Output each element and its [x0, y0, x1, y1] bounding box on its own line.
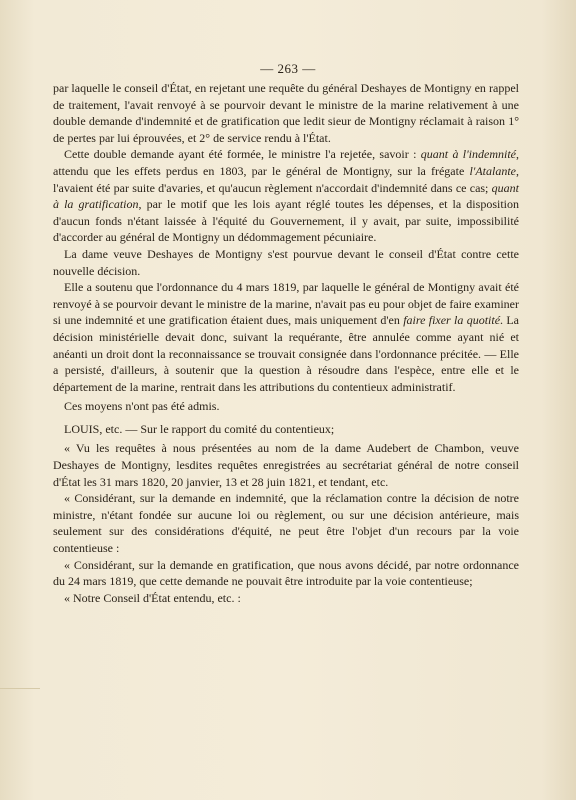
- text-run: « Notre Conseil d'État entendu, etc. :: [64, 590, 241, 605]
- text-run: , par le motif que les lois ayant réglé toutes les dépenses, et la disposition d'aucun fonds n'étant laissée à l'équité du Gouvernement, il y avait, par suite, impossibilité d'accorder au général de Montigny un dédommagement pécuniaire.: [53, 197, 519, 245]
- text-run: « Considérant, sur la demande en indemnité, que la réclamation contre la décision de notre ministre, n'étant fondée sur aucune loi ou règlement, ou sur une décision antérieure, mais seulement sur des considérations d'équité, ne peut être l'objet d'un recours par la voie contentieuse :: [53, 491, 519, 556]
- text-run: La dame veuve Deshayes de Montigny s'est pourvue devant le conseil d'État contre cette nouvelle décision.: [53, 246, 519, 278]
- paragraph: [53, 440, 519, 490]
- text-run: , attendu que les effets perdus en 1803, par le général de Montigny, sur la frégate: [53, 147, 519, 178]
- text-run: , l'avaient été par suite d'avaries, et qu'aucun règlement n'accordait d'indemnité dans ce cas;: [53, 163, 519, 195]
- text-run: Ces moyens n'ont pas été admis.: [64, 399, 220, 414]
- paragraph: [53, 246, 519, 279]
- text-run: « Vu les requêtes à nous présentées au nom de la dame Audebert de Chambon, veuve Deshayes de Montigny, lesdites requêtes enregistrées au secrétariat général de notre conseil d'État les 31 mars 1820, 20 janvier, 13 et 28 juin 1821, et tendant, etc.: [53, 441, 519, 489]
- italic-text: quant à la gratification: [53, 180, 519, 212]
- text-run: Cette double demande ayant été formée, le ministre l'a rejetée, savoir :: [64, 147, 421, 162]
- italic-text: faire fixer la quotité: [403, 313, 501, 328]
- text-run: . La décision ministérielle devait donc, suivant la requérante, être annulée comme ayant nié et anéanti un droit dont la reconnaissance se trouvait consignée dans l'ordonnance précitée. — Elle a persisté, d'ailleurs, à soutenir que la question à résoudre dans l'espèce, entre elle et le département de la marine, rentrait dans les attributions du contentieux administratif.: [53, 313, 520, 394]
- text-run: Elle a soutenu que l'ordonnance du 4 mars 1819, par laquelle le général de Montigny avait été renvoyé à se pourvoir devant le ministre de la marine, n'avait pas eu pour objet de faire examiner si une indemnité et une gratification étaient dues, mais uniquement d'en: [53, 280, 519, 328]
- paragraph: [53, 80, 519, 146]
- page-number: — 263 —: [260, 61, 316, 76]
- paragraph: [53, 279, 519, 395]
- text-run: « Considérant, sur la demande en gratification, que nous avons décidé, par notre ordonnance du 24 mars 1819, que cette demande ne pouvait être introduite par la voie contentieuse;: [53, 557, 519, 589]
- paragraph: [53, 590, 519, 607]
- italic-text: l'Atalante: [469, 163, 516, 178]
- paragraph: [53, 557, 519, 590]
- paragraph: [53, 421, 519, 438]
- paragraph: [53, 398, 519, 415]
- paragraph: [53, 146, 519, 246]
- body-text: [53, 80, 519, 606]
- text-run: LOUIS, etc. — Sur le rapport du comité du contentieux;: [64, 421, 335, 436]
- page-edge-mark: [0, 688, 40, 689]
- text-run: par laquelle le conseil d'État, en rejetant une requête du général Deshayes de Montigny en rappel de traitement, l'avait renvoyé à se pourvoir devant le ministre de la marine relativement à une double demande d'indemnité et de gratification que ledit sieur de Montigny réclamait à raison 1° de pertes par lui éprouvées, et 2° de service rendu à l'État.: [53, 81, 519, 145]
- italic-text: quant à l'indemnité: [420, 147, 516, 162]
- paragraph: [53, 490, 519, 556]
